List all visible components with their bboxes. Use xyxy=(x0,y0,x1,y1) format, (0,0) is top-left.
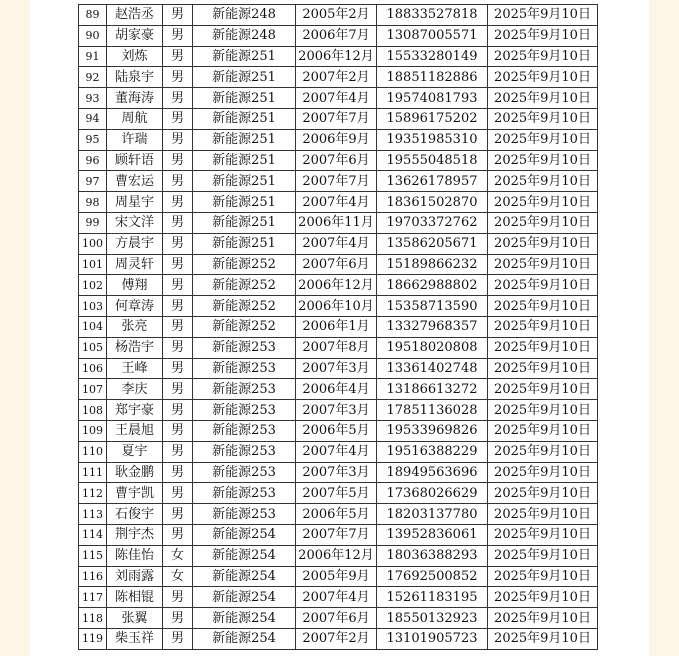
cell-date: 2025年9月10日 xyxy=(488,358,598,379)
cell-gender: 男 xyxy=(163,587,193,608)
cell-number: 100 xyxy=(79,233,107,254)
cell-class: 新能源253 xyxy=(193,504,296,525)
table-row xyxy=(79,212,598,233)
cell-birth: 2007年7月 xyxy=(296,524,377,545)
cell-gender: 男 xyxy=(163,524,193,545)
student-table-body xyxy=(79,5,598,650)
cell-gender: 男 xyxy=(163,483,193,504)
cell-date: 2025年9月10日 xyxy=(488,46,598,67)
cell-class: 新能源254 xyxy=(193,628,296,649)
cell-number: 104 xyxy=(79,316,107,337)
cell-gender: 男 xyxy=(163,462,193,483)
cell-phone: 13952836061 xyxy=(377,524,488,545)
cell-date: 2025年9月10日 xyxy=(488,545,598,566)
cell-birth: 2007年6月 xyxy=(296,254,377,275)
cell-number: 119 xyxy=(79,628,107,649)
cell-name: 王峰 xyxy=(107,358,163,379)
cell-gender: 男 xyxy=(163,420,193,441)
document-page xyxy=(30,0,649,656)
table-row xyxy=(79,587,598,608)
table-row xyxy=(79,462,598,483)
cell-class: 新能源253 xyxy=(193,483,296,504)
cell-date: 2025年9月10日 xyxy=(488,254,598,275)
cell-number: 89 xyxy=(79,5,107,26)
cell-number: 115 xyxy=(79,545,107,566)
cell-birth: 2007年5月 xyxy=(296,483,377,504)
cell-birth: 2006年4月 xyxy=(296,379,377,400)
cell-name: 张亮 xyxy=(107,316,163,337)
cell-number: 113 xyxy=(79,504,107,525)
cell-date: 2025年9月10日 xyxy=(488,462,598,483)
cell-birth: 2005年2月 xyxy=(296,5,377,26)
cell-phone: 18036388293 xyxy=(377,545,488,566)
cell-gender: 男 xyxy=(163,275,193,296)
cell-date: 2025年9月10日 xyxy=(488,400,598,421)
cell-number: 94 xyxy=(79,108,107,129)
table-row xyxy=(79,379,598,400)
cell-birth: 2006年11月 xyxy=(296,212,377,233)
cell-number: 91 xyxy=(79,46,107,67)
cell-date: 2025年9月10日 xyxy=(488,233,598,254)
cell-birth: 2007年6月 xyxy=(296,608,377,629)
cell-date: 2025年9月10日 xyxy=(488,25,598,46)
cell-name: 顾轩语 xyxy=(107,150,163,171)
cell-name: 宋文洋 xyxy=(107,212,163,233)
cell-date: 2025年9月10日 xyxy=(488,608,598,629)
table-row xyxy=(79,358,598,379)
cell-gender: 男 xyxy=(163,337,193,358)
cell-phone: 18203137780 xyxy=(377,504,488,525)
cell-number: 96 xyxy=(79,150,107,171)
cell-name: 陆泉宇 xyxy=(107,67,163,88)
cell-gender: 男 xyxy=(163,150,193,171)
cell-date: 2025年9月10日 xyxy=(488,192,598,213)
cell-number: 109 xyxy=(79,420,107,441)
cell-number: 107 xyxy=(79,379,107,400)
table-row xyxy=(79,483,598,504)
cell-gender: 男 xyxy=(163,608,193,629)
cell-name: 刘雨露 xyxy=(107,566,163,587)
cell-class: 新能源254 xyxy=(193,566,296,587)
cell-gender: 男 xyxy=(163,171,193,192)
table-row xyxy=(79,420,598,441)
cell-birth: 2007年8月 xyxy=(296,337,377,358)
cell-class: 新能源251 xyxy=(193,212,296,233)
cell-class: 新能源253 xyxy=(193,337,296,358)
cell-number: 93 xyxy=(79,88,107,109)
cell-name: 何章涛 xyxy=(107,296,163,317)
table-row xyxy=(79,25,598,46)
cell-date: 2025年9月10日 xyxy=(488,150,598,171)
cell-name: 陈相锟 xyxy=(107,587,163,608)
cell-date: 2025年9月10日 xyxy=(488,67,598,88)
table-row xyxy=(79,254,598,275)
cell-gender: 男 xyxy=(163,400,193,421)
cell-class: 新能源254 xyxy=(193,545,296,566)
student-table xyxy=(78,4,598,650)
cell-phone: 15189866232 xyxy=(377,254,488,275)
cell-date: 2025年9月10日 xyxy=(488,296,598,317)
cell-number: 106 xyxy=(79,358,107,379)
cell-name: 曹宇凯 xyxy=(107,483,163,504)
cell-gender: 男 xyxy=(163,254,193,275)
table-row xyxy=(79,296,598,317)
cell-date: 2025年9月10日 xyxy=(488,483,598,504)
cell-phone: 18361502870 xyxy=(377,192,488,213)
cell-birth: 2007年2月 xyxy=(296,67,377,88)
cell-date: 2025年9月10日 xyxy=(488,566,598,587)
cell-phone: 19516388229 xyxy=(377,441,488,462)
table-row xyxy=(79,545,598,566)
table-row xyxy=(79,5,598,26)
cell-class: 新能源251 xyxy=(193,46,296,67)
cell-phone: 13087005571 xyxy=(377,25,488,46)
cell-class: 新能源253 xyxy=(193,400,296,421)
cell-number: 118 xyxy=(79,608,107,629)
cell-phone: 13626178957 xyxy=(377,171,488,192)
table-row xyxy=(79,400,598,421)
cell-phone: 17851136028 xyxy=(377,400,488,421)
cell-phone: 15261183195 xyxy=(377,587,488,608)
cell-birth: 2007年4月 xyxy=(296,88,377,109)
cell-name: 曹宏运 xyxy=(107,171,163,192)
cell-date: 2025年9月10日 xyxy=(488,108,598,129)
cell-name: 刘炼 xyxy=(107,46,163,67)
cell-number: 90 xyxy=(79,25,107,46)
cell-phone: 15896175202 xyxy=(377,108,488,129)
cell-number: 112 xyxy=(79,483,107,504)
table-row xyxy=(79,524,598,545)
cell-name: 石俊宇 xyxy=(107,504,163,525)
cell-class: 新能源254 xyxy=(193,524,296,545)
cell-name: 赵浩丞 xyxy=(107,5,163,26)
cell-number: 98 xyxy=(79,192,107,213)
table-row xyxy=(79,628,598,649)
table-row xyxy=(79,608,598,629)
cell-class: 新能源253 xyxy=(193,420,296,441)
cell-number: 92 xyxy=(79,67,107,88)
cell-phone: 19555048518 xyxy=(377,150,488,171)
cell-number: 102 xyxy=(79,275,107,296)
cell-name: 周航 xyxy=(107,108,163,129)
cell-phone: 13361402748 xyxy=(377,358,488,379)
cell-name: 傅翔 xyxy=(107,275,163,296)
cell-date: 2025年9月10日 xyxy=(488,337,598,358)
table-row xyxy=(79,337,598,358)
cell-gender: 男 xyxy=(163,441,193,462)
cell-class: 新能源254 xyxy=(193,587,296,608)
cell-phone: 13101905723 xyxy=(377,628,488,649)
cell-birth: 2006年7月 xyxy=(296,25,377,46)
cell-birth: 2006年12月 xyxy=(296,275,377,296)
cell-birth: 2006年12月 xyxy=(296,545,377,566)
table-row xyxy=(79,46,598,67)
cell-gender: 男 xyxy=(163,316,193,337)
cell-date: 2025年9月10日 xyxy=(488,171,598,192)
cell-class: 新能源254 xyxy=(193,608,296,629)
cell-class: 新能源253 xyxy=(193,462,296,483)
cell-birth: 2007年4月 xyxy=(296,587,377,608)
cell-date: 2025年9月10日 xyxy=(488,587,598,608)
table-row xyxy=(79,441,598,462)
cell-phone: 13327968357 xyxy=(377,316,488,337)
cell-birth: 2007年3月 xyxy=(296,462,377,483)
cell-gender: 男 xyxy=(163,358,193,379)
cell-name: 陈佳怡 xyxy=(107,545,163,566)
cell-class: 新能源251 xyxy=(193,129,296,150)
cell-class: 新能源251 xyxy=(193,88,296,109)
cell-gender: 男 xyxy=(163,67,193,88)
cell-birth: 2007年3月 xyxy=(296,400,377,421)
cell-number: 116 xyxy=(79,566,107,587)
cell-date: 2025年9月10日 xyxy=(488,524,598,545)
cell-class: 新能源251 xyxy=(193,233,296,254)
cell-date: 2025年9月10日 xyxy=(488,129,598,150)
cell-class: 新能源248 xyxy=(193,5,296,26)
table-row xyxy=(79,275,598,296)
cell-name: 李庆 xyxy=(107,379,163,400)
cell-class: 新能源252 xyxy=(193,275,296,296)
table-row xyxy=(79,192,598,213)
cell-phone: 18662988802 xyxy=(377,275,488,296)
cell-gender: 女 xyxy=(163,545,193,566)
cell-gender: 男 xyxy=(163,129,193,150)
cell-class: 新能源253 xyxy=(193,358,296,379)
cell-name: 耿金鹏 xyxy=(107,462,163,483)
cell-phone: 19351985310 xyxy=(377,129,488,150)
cell-gender: 男 xyxy=(163,192,193,213)
cell-number: 99 xyxy=(79,212,107,233)
cell-phone: 17692500852 xyxy=(377,566,488,587)
cell-name: 杨浩宇 xyxy=(107,337,163,358)
cell-class: 新能源252 xyxy=(193,316,296,337)
cell-class: 新能源251 xyxy=(193,150,296,171)
cell-birth: 2007年3月 xyxy=(296,358,377,379)
cell-date: 2025年9月10日 xyxy=(488,316,598,337)
cell-class: 新能源253 xyxy=(193,441,296,462)
cell-birth: 2006年10月 xyxy=(296,296,377,317)
cell-phone: 18949563696 xyxy=(377,462,488,483)
cell-class: 新能源251 xyxy=(193,171,296,192)
cell-phone: 19533969826 xyxy=(377,420,488,441)
cell-name: 胡家豪 xyxy=(107,25,163,46)
cell-class: 新能源248 xyxy=(193,25,296,46)
cell-birth: 2007年4月 xyxy=(296,441,377,462)
cell-birth: 2007年7月 xyxy=(296,171,377,192)
cell-phone: 19518020808 xyxy=(377,337,488,358)
cell-birth: 2007年4月 xyxy=(296,192,377,213)
cell-phone: 15358713590 xyxy=(377,296,488,317)
cell-class: 新能源252 xyxy=(193,254,296,275)
cell-name: 董海涛 xyxy=(107,88,163,109)
cell-gender: 男 xyxy=(163,628,193,649)
cell-gender: 男 xyxy=(163,46,193,67)
cell-name: 张翼 xyxy=(107,608,163,629)
cell-phone: 13186613272 xyxy=(377,379,488,400)
cell-number: 101 xyxy=(79,254,107,275)
table-row xyxy=(79,504,598,525)
table-row xyxy=(79,88,598,109)
cell-date: 2025年9月10日 xyxy=(488,88,598,109)
cell-birth: 2007年6月 xyxy=(296,150,377,171)
cell-class: 新能源252 xyxy=(193,296,296,317)
cell-number: 110 xyxy=(79,441,107,462)
cell-name: 荆宇杰 xyxy=(107,524,163,545)
cell-birth: 2007年2月 xyxy=(296,628,377,649)
cell-name: 夏宇 xyxy=(107,441,163,462)
cell-gender: 男 xyxy=(163,88,193,109)
cell-birth: 2006年5月 xyxy=(296,504,377,525)
cell-date: 2025年9月10日 xyxy=(488,275,598,296)
cell-date: 2025年9月10日 xyxy=(488,5,598,26)
cell-birth: 2006年12月 xyxy=(296,46,377,67)
cell-name: 许瑞 xyxy=(107,129,163,150)
cell-number: 105 xyxy=(79,337,107,358)
cell-class: 新能源251 xyxy=(193,192,296,213)
table-row xyxy=(79,67,598,88)
cell-name: 柴玉祥 xyxy=(107,628,163,649)
cell-class: 新能源253 xyxy=(193,379,296,400)
table-row xyxy=(79,108,598,129)
cell-phone: 18550132923 xyxy=(377,608,488,629)
cell-gender: 女 xyxy=(163,566,193,587)
cell-phone: 18833527818 xyxy=(377,5,488,26)
table-row xyxy=(79,171,598,192)
cell-gender: 男 xyxy=(163,379,193,400)
cell-name: 方晨宇 xyxy=(107,233,163,254)
cell-class: 新能源251 xyxy=(193,108,296,129)
cell-phone: 19703372762 xyxy=(377,212,488,233)
cell-gender: 男 xyxy=(163,212,193,233)
cell-phone: 13586205671 xyxy=(377,233,488,254)
cell-gender: 男 xyxy=(163,5,193,26)
table-row xyxy=(79,150,598,171)
cell-phone: 17368026629 xyxy=(377,483,488,504)
cell-number: 108 xyxy=(79,400,107,421)
cell-number: 95 xyxy=(79,129,107,150)
cell-date: 2025年9月10日 xyxy=(488,212,598,233)
cell-number: 97 xyxy=(79,171,107,192)
cell-gender: 男 xyxy=(163,296,193,317)
cell-date: 2025年9月10日 xyxy=(488,441,598,462)
cell-name: 郑宇豪 xyxy=(107,400,163,421)
cell-number: 111 xyxy=(79,462,107,483)
cell-name: 周灵轩 xyxy=(107,254,163,275)
cell-birth: 2006年5月 xyxy=(296,420,377,441)
cell-phone: 15533280149 xyxy=(377,46,488,67)
cell-gender: 男 xyxy=(163,504,193,525)
cell-date: 2025年9月10日 xyxy=(488,628,598,649)
cell-name: 王晨旭 xyxy=(107,420,163,441)
cell-phone: 19574081793 xyxy=(377,88,488,109)
cell-birth: 2005年9月 xyxy=(296,566,377,587)
table-row xyxy=(79,129,598,150)
table-row xyxy=(79,566,598,587)
cell-birth: 2006年1月 xyxy=(296,316,377,337)
cell-number: 117 xyxy=(79,587,107,608)
cell-birth: 2006年9月 xyxy=(296,129,377,150)
cell-gender: 男 xyxy=(163,25,193,46)
cell-date: 2025年9月10日 xyxy=(488,379,598,400)
cell-gender: 男 xyxy=(163,108,193,129)
cell-date: 2025年9月10日 xyxy=(488,420,598,441)
cell-name: 周星宇 xyxy=(107,192,163,213)
cell-gender: 男 xyxy=(163,233,193,254)
cell-birth: 2007年4月 xyxy=(296,233,377,254)
table-row xyxy=(79,316,598,337)
cell-number: 114 xyxy=(79,524,107,545)
cell-birth: 2007年7月 xyxy=(296,108,377,129)
cell-class: 新能源251 xyxy=(193,67,296,88)
cell-phone: 18851182886 xyxy=(377,67,488,88)
table-row xyxy=(79,233,598,254)
cell-number: 103 xyxy=(79,296,107,317)
cell-date: 2025年9月10日 xyxy=(488,504,598,525)
